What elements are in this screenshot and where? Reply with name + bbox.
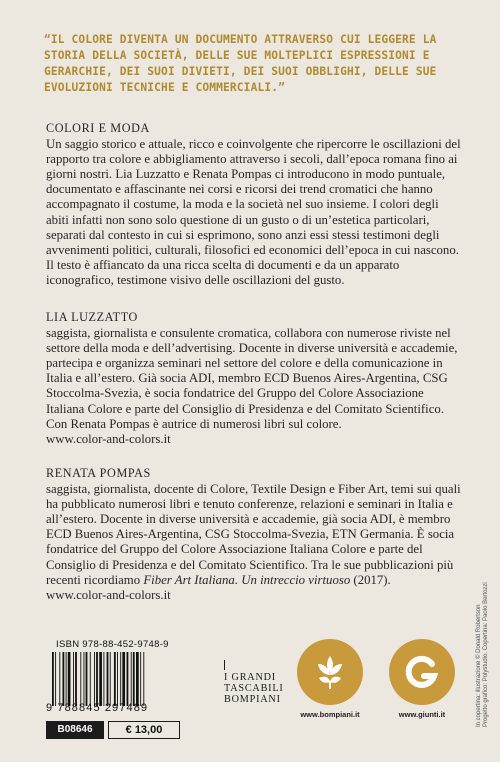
author-renata-name: RENATA POMPAS: [46, 466, 151, 480]
author-lia-website: www.color-and-colors.it: [46, 431, 171, 446]
series-line-2: TASCABILI: [224, 683, 284, 694]
author-lia-bio: saggista, giornalista e consulente cromatica, collabora con numerose riviste nel settore della moda e dell’advertising. Docente in diverse università e accademie, partecipa e organizza seminari nel settore del colore e della comunicazione in Italia e all’estero. Già socia ADI, membro ECD Buenos Aires-Argentina, CSG Stoccolma-Svezia, è socia fondatrice del Gruppo del Colore Associazione Italiana Colore e parte del Consiglio di Presidenza e del Comitato Scientifico. Con Renata Pompas è autrice di numerosi libri sul colore.: [46, 326, 458, 431]
bompiani-flower-icon: [296, 638, 364, 706]
isbn-label: ISBN 978-88-452-9748-9: [56, 639, 169, 650]
series-name: [224, 660, 284, 705]
author-renata-work-title: Fiber Art Italiana. Un intreccio virtuoso: [143, 572, 351, 587]
cover-credits-text: [476, 582, 489, 727]
product-code: B08646: [46, 721, 104, 739]
price-label: € 13,00: [108, 721, 180, 739]
giunti-logo: [388, 638, 456, 719]
barcode-icon: [50, 652, 178, 706]
series-line-3: BOMPIANI: [224, 694, 281, 705]
author-renata-bio-text: saggista, giornalista, docente di Colore, Textile Design e Fiber Art, temi sui quali ha pubblicato numerosi libri e tenuto conferenze, relazioni e seminari in Italia e all’estero. Docente in diverse università e accademie, già socia ADI, è membro ECD Buenos Aires-Argentina, CSG Stoccolma-Svezia, ETN Germania. È socia fondatrice del Gruppo del Colore Associazione Italiana Colore e parte del Consiglio di Presidenza e del Comitato Scientifico. Tra le sue pubblicazioni più recenti ricordiamo: [46, 482, 461, 587]
book-title: COLORI E MODA: [46, 121, 150, 135]
author-renata-work-year: (2017).: [350, 572, 391, 587]
author-lia-name: LIA LUZZATTO: [46, 310, 138, 324]
author-renata-section: [46, 466, 464, 603]
book-description: Un saggio storico e attuale, ricco e coinvolgente che ripercorre le oscillazioni del rapporto tra colore e abbigliamento attraverso i secoli, dall’epoca romana fino ai giorni nostri. Lia Luzzatto e Renata Pompas ci introducono in modo puntuale, documentato e affascinante nei corsi e ricorsi dei trend cromatici che hanno accompagnato il costume, la moda e la società nel suo insieme. I colori degli abiti infatti non sono solo questione di un gusto o di un’estetica particolari, separati dal contesto in cui si esprimono, sono anzi essi stessi testimoni degli avvenimenti politici, culturali, filosofici ed economici dell’epoca in cui nascono. Il testo è affiancato da una ricca scelta di documenti e da un apparato iconografico, testimone visivo delle oscillazioni del gusto.: [46, 137, 461, 287]
barcode-digits: 9 788845 297489: [46, 702, 149, 714]
author-renata-website: www.color-and-colors.it: [46, 587, 171, 602]
author-renata-bio: [46, 482, 464, 588]
cover-credit-2: Progetto grafico: Polystudio. Copertina: Paolo Bertozzi: [482, 582, 489, 727]
back-cover-footer: [46, 638, 466, 738]
bompiani-logo: [296, 638, 364, 719]
giunti-url: www.giunti.it: [398, 710, 446, 719]
bompiani-url: www.bompiani.it: [300, 710, 360, 719]
book-description-section: [46, 121, 464, 288]
barcode-block: [46, 638, 180, 738]
cover-credits: [476, 582, 489, 740]
pull-quote: “IL COLORE DIVENTA UN DOCUMENTO ATTRAVERSO CUI LEGGERE LA STORIA DELLA SOCIETÀ, DELLE SUE MOLTEPLICI ESPRESSIONI E GERARCHIE, DEI SUOI DIVIETI, DEI SUOI OBBLIGHI, DELLE SUE EVOLUZIONI TECNICHE E COMMERCIALI.”: [44, 33, 437, 94]
series-divider: [224, 660, 225, 670]
author-lia-section: [46, 310, 464, 447]
cover-credit-1: In copertina: illustrazione © Donald Robertson: [476, 604, 482, 727]
series-line-1: I GRANDI: [224, 672, 276, 683]
giunti-g-icon: [388, 638, 456, 706]
